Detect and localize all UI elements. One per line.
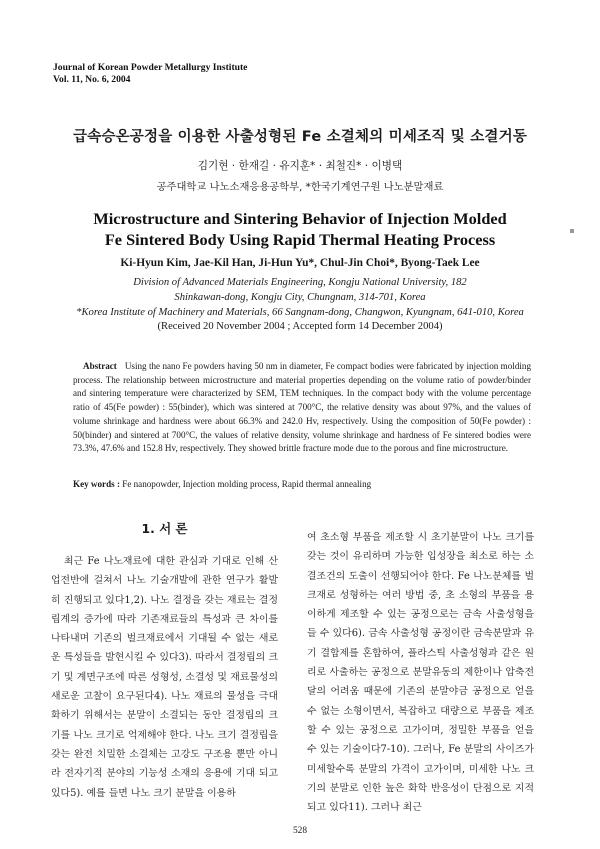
abstract-text: Using the nano Fe powders having 50 nm in diameter, Fe compact bodies were fabricated by injection molding process. The relationship between microstructure and material properties depending on the volume ratio of powder/binder and sintering temperature were characterized by SEM, TEM techniques. In the compact body with the volume percentage ratio of 45(Fe powder) : 55(binder), which was sintered at 700°C, the relative density was about 97%, and the values of volume shrinkage and hardness were about 66.3% and 242.0 Hv, respectively. Using the composition of 50(Fe powder) : 50(binder) and sintered at 700°C, the values of relative density, volume shrinkage and hardness of Fe sintered bodies were 73.3%, 47.6% and 152.8 Hv, respectively. They showed brittle fracture mode due to the porous and fine microstructure.: [73, 361, 531, 454]
body-left-column: [51, 552, 278, 803]
affiliation-1: [40, 275, 560, 305]
english-authors: Ki-Hyun Kim, Jae-Kil Han, Ji-Hun Yu*, Chul-Jin Choi*, Byong-Taek Lee: [120, 257, 480, 269]
english-title-line1: Microstructure and Sintering Behavior of Injection Molded: [93, 209, 507, 228]
affiliation-2: *Korea Institute of Machinery and Materials, 66 Sangnam-dong, Changwon, Kyungnam, 641-010, Korea: [76, 307, 524, 318]
korean-authors: 김기현 · 한재길 · 유지훈* · 최철진* · 이병택: [197, 160, 403, 172]
journal-header: [53, 62, 247, 86]
keywords: [73, 479, 531, 489]
received-dates: (Received 20 November 2004 ; Accepted form 14 December 2004): [157, 321, 443, 332]
journal-name: Journal of Korean Powder Metallurgy Institute: [53, 62, 248, 73]
affiliation-1-line1: Division of Advanced Materials Engineering, Kongju National University, 182: [133, 277, 467, 288]
body-left-paragraph: 최근 Fe 나노재료에 대한 관심과 기대로 인해 산업전반에 걸쳐서 나노 기술개발에 관한 연구가 활발히 진행되고 있다1,2). 나노 결정을 갖는 재료는 결정립계의 증가에 따라 기존재료들의 특성과 큰 차이를 나타내며 기존의 벌크재료에서 기대될 수 없는 새로운 특성들을 발현시킬 수 있다3). 따라서 결정립의 크기 및 계면구조에 따른 성형성, 소결성 및 재료물성의 새로운 고찰이 요구된다4). 나노 재료의 물성을 극대화하기 위해서는 분말이 소결되는 동안 결정립의 크기를 나노 크기로 억제해야 한다. 나노 크기 결정립을 갖는 완전 치밀한 소결체는 고강도 구조용 뿐만 아니라 전자기적 분야의 기능성 소재의 응용에 기대 되고 있다5). 예를 들면 나노 크기 분말을 이용하: [51, 556, 278, 799]
section-title: 1. 서 론: [141, 521, 188, 536]
english-title: [40, 208, 560, 250]
abstract-label: Abstract: [83, 361, 117, 371]
korean-title: 급속승온공정을 이용한 사출성형된 Fe 소결체의 미세조직 및 소결거동: [72, 129, 528, 145]
margin-mark: [570, 229, 574, 233]
korean-affiliation: 공주대학교 나노소재응용공학부, *한국기계연구원 나노분말재료: [156, 181, 444, 193]
keywords-text: Fe nanopowder, Injection molding process, Rapid thermal annealing: [122, 479, 372, 489]
journal-volume: Vol. 11, No. 6, 2004: [53, 74, 131, 85]
keywords-label: Key words :: [73, 479, 120, 489]
page-number: 528: [292, 826, 308, 836]
abstract: [73, 360, 531, 456]
affiliation-1-line2: Shinkawan-dong, Kongju City, Chungnam, 314-701, Korea: [174, 292, 426, 303]
body-right-paragraph: 여 초소형 부품을 제조할 시 초기분말이 나노 크기를 갖는 것이 유리하며 가능한 입성장을 최소로 하는 소결조건의 도출이 선행되어야 한다. Fe 나노분체를 벌크재로 성형하는 여러 방법 중, 초 소형의 부품을 용이하게 제조할 수 있는 공정으로는 금속 사출성형을 들 수 있다6). 금속 사출성형 공정이란 금속분말과 유기 결합제를 혼합하여, 플라스틱 사출성형과 같은 원리로 사출하는 공정으로 분말유동의 제한이나 압축전달의 어려움 때문에 기존의 분말야금 공정으로 얻을 수 없는 소형이면서, 복잡하고 대량으로 부품을 제조할 수 있는 공정으로 고가이며, 정밀한 부품을 얻을 수 있는 기술이다7-10). 그러나, Fe 분말의 사이즈가 미세할수록 분말의 가격이 고가이며, 미세한 나노 크기의 분말로 인한 높은 화학 반응성이 단점으로 지적되고 있다11). 그러나 최근: [307, 532, 534, 814]
body-right-column: [307, 528, 534, 817]
english-title-line2: Fe Sintered Body Using Rapid Thermal Heating Process: [104, 230, 496, 249]
